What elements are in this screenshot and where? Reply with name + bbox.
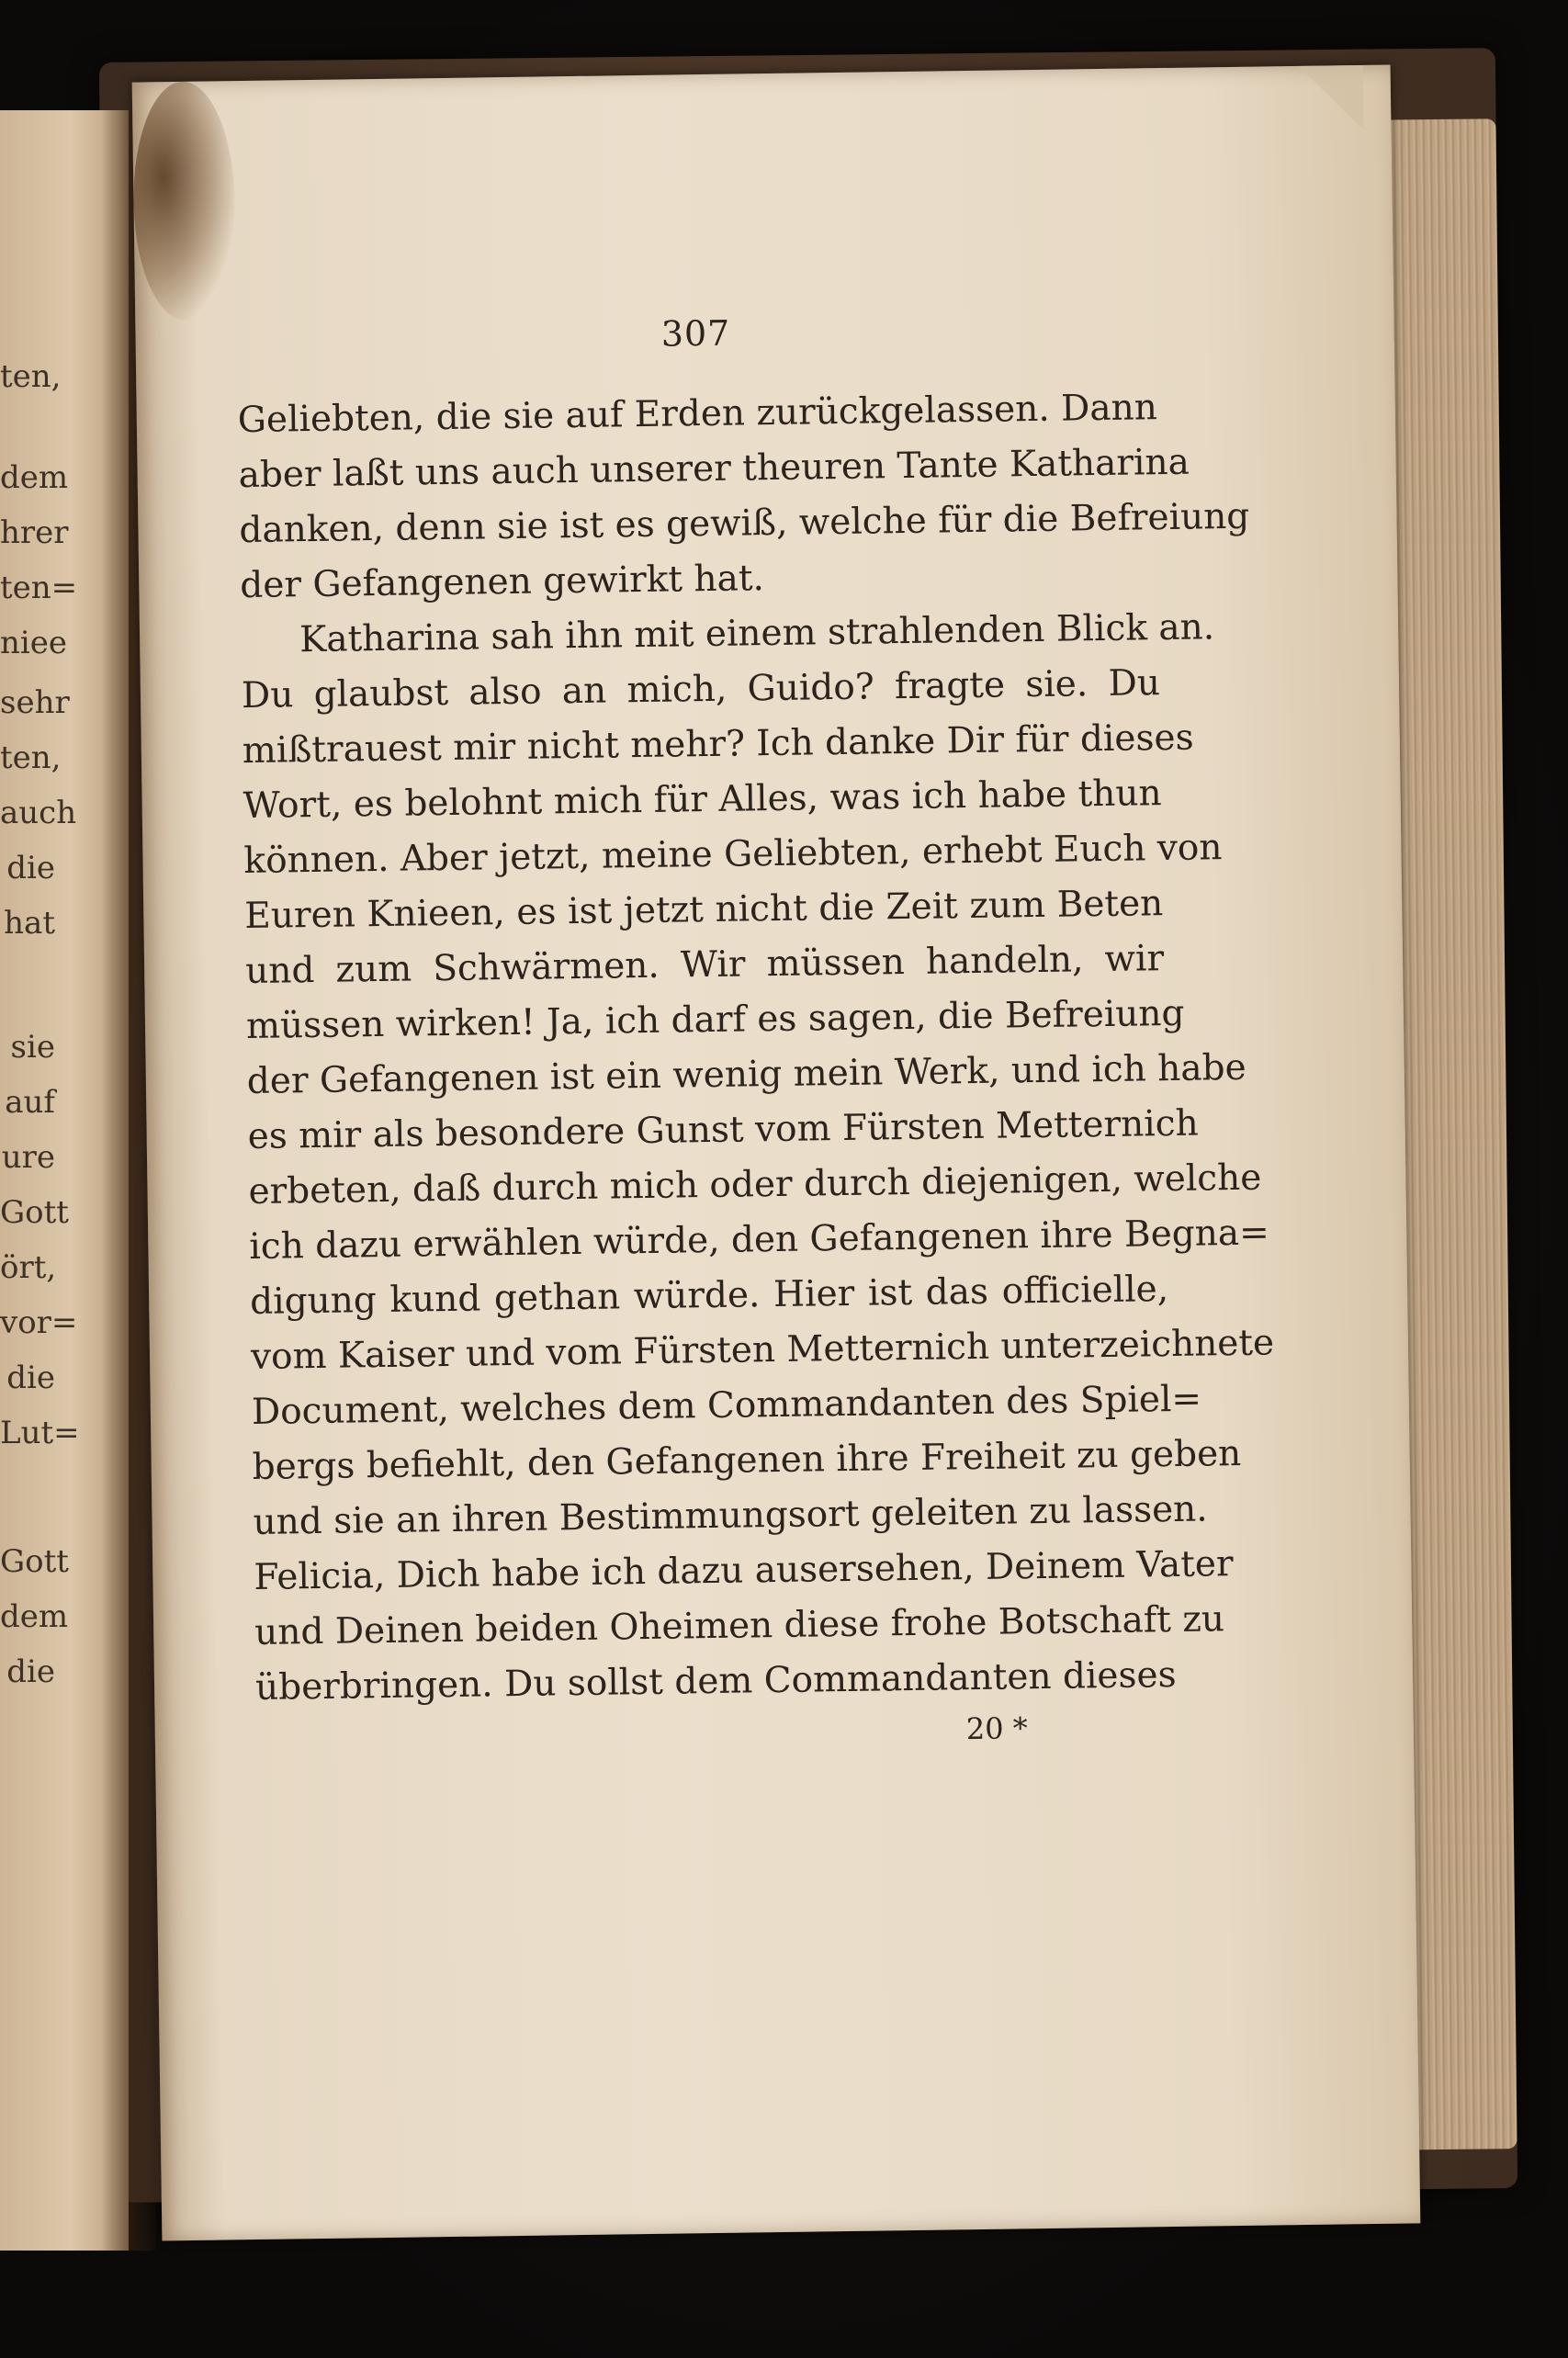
left-page-fragment: ure [1,1139,55,1176]
text-line: erbeten, daß durch mich oder durch diejenigen, welche [248,1156,1262,1213]
text-line: der Gefangenen ist ein wenig mein Werk, und ich habe [246,1046,1247,1103]
text-line: Du glaubst also an mich, Guido? fragte sie. Du [241,662,1161,717]
text-line: können. Aber jetzt, meine Geliebten, erhebt Euch von [243,827,1223,883]
text-line: danken, denn sie ist es gewiß, welche für die Befreiung [239,495,1250,552]
text-line: und Deinen beiden Oheimen diese frohe Botschaft zu [254,1598,1225,1653]
left-page-fragment: auch [0,795,77,831]
text-line: Euren Knieen, es ist jetzt nicht die Zeit zum Beten [244,883,1164,938]
text-line: aber laßt uns auch unserer theuren Tante Katharina [238,441,1190,497]
page-text-block [236,307,1275,1756]
text-line: ich dazu erwählen würde, den Gefangenen ihre Begna= [249,1212,1270,1269]
text-line: mißtrauest mir nicht mehr? Ich danke Dir für dieses [242,716,1194,773]
left-page-fragment: die [6,1653,55,1690]
page-number: 307 [660,312,731,355]
left-page-fragment: ört, [0,1249,57,1286]
left-page-fragment: auf [5,1084,55,1121]
left-page-fragment: Lut= [0,1415,80,1451]
left-page-fragment: hrer [0,514,69,551]
left-page-fragment: Gott [0,1543,69,1580]
left-page-fragment: sehr [0,684,70,721]
text-line: und sie an ihren Bestimmungsort geleiten zu lassen. [253,1488,1208,1543]
left-page-fragment: hat [4,905,55,942]
left-page-fragment: sie [10,1029,55,1066]
page-stain [132,81,237,322]
text-line: es mir als besondere Gunst vom Fürsten Metternich [247,1102,1199,1158]
text-line: bergs befiehlt, den Gefangenen ihre Freiheit zu geben [252,1432,1242,1488]
text-line: Wort, es belohnt mich für Alles, was ich habe thun [243,773,1162,828]
text-line: der Gefangenen gewirkt hat. [240,558,765,607]
text-line: müssen wirken! Ja, ich darf es sagen, die Befreiung [245,992,1185,1048]
left-page-fragment: ten= [0,570,78,606]
text-line: überbringen. Du sollst dem Commandanten dieses [254,1653,1177,1709]
text-line: Document, welches dem Commandanten des Spiel= [251,1378,1202,1433]
left-page-fragment: ten, [0,358,62,395]
left-page-fragment: dem [0,459,69,496]
left-page-fragment: ten, [0,739,62,776]
corner-fold [1299,65,1364,130]
text-line: digung kund gethan würde. Hier ist das officielle, [249,1269,1169,1324]
text-line: Katharina sah ihn mit einem strahlenden Blick an. [299,606,1215,661]
left-page-fragment: vor= [0,1304,78,1341]
left-page-fragment: niee [0,625,68,661]
text-line: Geliebten, die sie auf Erden zurückgelassen. Dann [237,387,1158,442]
left-page-fragment: die [6,850,55,886]
signature-mark: 20 * [965,1710,1029,1747]
text-line: und zum Schwärmen. Wir müssen handeln, wir [244,938,1165,993]
text-line: Felicia, Dich habe ich dazu ausersehen, Deinem Vater [254,1543,1234,1598]
right-page [132,65,1421,2241]
left-page-fragment: Gott [0,1194,69,1231]
text-line: vom Kaiser und vom Fürsten Metternich unterzeichnete [250,1322,1275,1379]
left-page-fragment: dem [0,1598,69,1635]
left-page-fragment: die [6,1360,55,1396]
